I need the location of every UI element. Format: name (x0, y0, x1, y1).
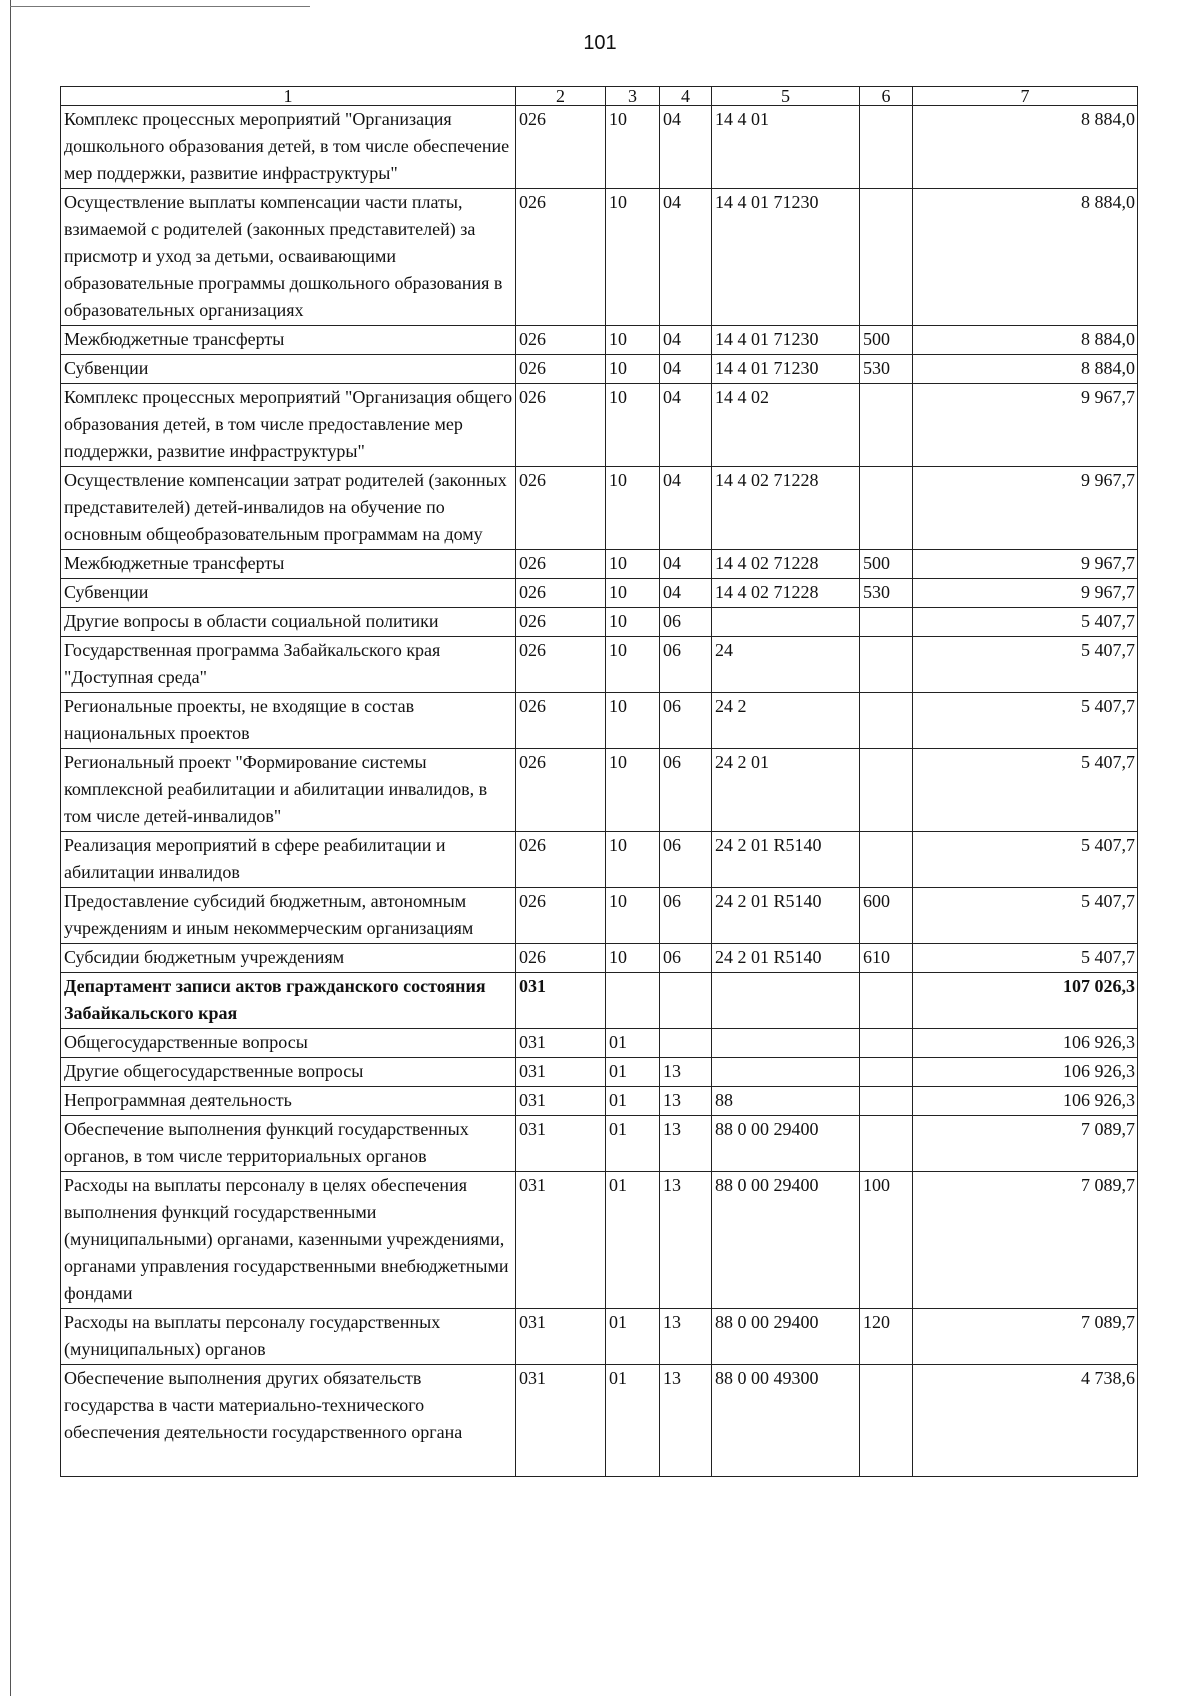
ministry-code-cell: 026 (516, 637, 606, 693)
subsection-cell: 06 (660, 944, 712, 973)
ministry-code-cell: 031 (516, 1116, 606, 1172)
budget-table (60, 86, 1138, 1477)
table-row (61, 1365, 1138, 1477)
subsection-cell: 13 (660, 1309, 712, 1365)
ministry-code-cell: 026 (516, 355, 606, 384)
amount-cell: 5 407,7 (913, 693, 1138, 749)
subsection-cell: 13 (660, 1172, 712, 1309)
ministry-code-cell: 026 (516, 944, 606, 973)
ministry-code-cell: 026 (516, 384, 606, 467)
table-row (61, 1116, 1138, 1172)
expense-type-cell (860, 608, 913, 637)
row-name-cell: Обеспечение выполнения функций государственных органов, в том числе территориальных органов (61, 1116, 516, 1172)
target-article-cell: 14 4 02 71228 (712, 550, 860, 579)
table-row (61, 693, 1138, 749)
section-cell: 10 (606, 189, 660, 326)
table-body (61, 87, 1138, 1477)
target-article-cell: 14 4 01 71230 (712, 326, 860, 355)
amount-cell: 5 407,7 (913, 888, 1138, 944)
ministry-code-cell: 026 (516, 467, 606, 550)
amount-cell: 107 026,3 (913, 973, 1138, 1029)
amount-cell: 106 926,3 (913, 1029, 1138, 1058)
target-article-cell: 14 4 02 71228 (712, 579, 860, 608)
target-article-cell: 24 2 01 (712, 749, 860, 832)
section-cell: 10 (606, 944, 660, 973)
table-row (61, 832, 1138, 888)
header-cell: 3 (606, 87, 660, 106)
section-cell: 10 (606, 749, 660, 832)
table-row (61, 326, 1138, 355)
row-name-cell: Расходы на выплаты персоналу в целях обеспечения выполнения функций государственными (муниципальными) органами, казенными учреждениями, органами управления государственными внебюджетными фондами (61, 1172, 516, 1309)
target-article-cell: 24 2 01 R5140 (712, 832, 860, 888)
section-cell (606, 973, 660, 1029)
amount-cell: 7 089,7 (913, 1116, 1138, 1172)
expense-type-cell (860, 973, 913, 1029)
table-row (61, 1058, 1138, 1087)
row-name-cell: Расходы на выплаты персоналу государственных (муниципальных) органов (61, 1309, 516, 1365)
expense-type-cell (860, 1116, 913, 1172)
header-cell: 7 (913, 87, 1138, 106)
row-name-cell: Субвенции (61, 355, 516, 384)
section-cell: 10 (606, 693, 660, 749)
target-article-cell: 88 (712, 1087, 860, 1116)
expense-type-cell (860, 637, 913, 693)
target-article-cell (712, 1029, 860, 1058)
ministry-code-cell: 031 (516, 1309, 606, 1365)
subsection-cell: 13 (660, 1087, 712, 1116)
page-edge-top (10, 6, 310, 7)
row-name-cell: Осуществление выплаты компенсации части платы, взимаемой с родителей (законных представителей) за присмотр и уход за детьми, осваивающими образовательные программы дошкольного образования в образовательных организациях (61, 189, 516, 326)
section-cell: 01 (606, 1365, 660, 1477)
row-name-cell: Субвенции (61, 579, 516, 608)
expense-type-cell (860, 1365, 913, 1477)
expense-type-cell (860, 1058, 913, 1087)
section-cell: 10 (606, 467, 660, 550)
ministry-code-cell: 031 (516, 1365, 606, 1477)
table-row (61, 1172, 1138, 1309)
section-cell: 01 (606, 1087, 660, 1116)
ministry-code-cell: 031 (516, 1029, 606, 1058)
table-row (61, 189, 1138, 326)
row-name-cell: Предоставление субсидий бюджетным, автономным учреждениям и иным некоммерческим организациям (61, 888, 516, 944)
section-cell: 10 (606, 832, 660, 888)
target-article-cell: 24 2 01 R5140 (712, 888, 860, 944)
expense-type-cell (860, 384, 913, 467)
section-cell: 10 (606, 637, 660, 693)
ministry-code-cell: 026 (516, 579, 606, 608)
target-article-cell: 88 0 00 29400 (712, 1172, 860, 1309)
table-row (61, 749, 1138, 832)
ministry-code-cell: 026 (516, 888, 606, 944)
section-cell: 01 (606, 1309, 660, 1365)
subsection-cell: 04 (660, 579, 712, 608)
subsection-cell: 06 (660, 608, 712, 637)
ministry-code-cell: 026 (516, 106, 606, 189)
amount-cell: 7 089,7 (913, 1172, 1138, 1309)
amount-cell: 7 089,7 (913, 1309, 1138, 1365)
table-row (61, 888, 1138, 944)
table-row (61, 1087, 1138, 1116)
table-row (61, 944, 1138, 973)
ministry-code-cell: 026 (516, 693, 606, 749)
section-cell: 01 (606, 1116, 660, 1172)
table-row (61, 579, 1138, 608)
amount-cell: 5 407,7 (913, 749, 1138, 832)
target-article-cell: 14 4 02 71228 (712, 467, 860, 550)
row-name-cell: Комплекс процессных мероприятий "Организация общего образования детей, в том числе предоставление мер поддержки, развитие инфраструктуры" (61, 384, 516, 467)
table-row (61, 384, 1138, 467)
section-cell: 10 (606, 106, 660, 189)
target-article-cell (712, 1058, 860, 1087)
subsection-cell: 13 (660, 1116, 712, 1172)
target-article-cell: 24 (712, 637, 860, 693)
target-article-cell: 14 4 01 71230 (712, 355, 860, 384)
ministry-code-cell: 031 (516, 1087, 606, 1116)
section-cell: 01 (606, 1029, 660, 1058)
amount-cell: 106 926,3 (913, 1087, 1138, 1116)
section-cell: 10 (606, 579, 660, 608)
header-cell: 1 (61, 87, 516, 106)
ministry-code-cell: 031 (516, 1058, 606, 1087)
table-row (61, 1309, 1138, 1365)
amount-cell: 4 738,6 (913, 1365, 1138, 1477)
amount-cell: 5 407,7 (913, 608, 1138, 637)
expense-type-cell (860, 106, 913, 189)
target-article-cell: 88 0 00 29400 (712, 1309, 860, 1365)
subsection-cell: 04 (660, 355, 712, 384)
section-cell: 01 (606, 1058, 660, 1087)
subsection-cell: 13 (660, 1365, 712, 1477)
row-name-cell: Региональный проект "Формирование системы комплексной реабилитации и абилитации инвалидов, в том числе детей-инвалидов" (61, 749, 516, 832)
target-article-cell: 14 4 01 (712, 106, 860, 189)
ministry-code-cell: 026 (516, 832, 606, 888)
table-row (61, 106, 1138, 189)
target-article-cell (712, 973, 860, 1029)
table-row (61, 467, 1138, 550)
ministry-code-cell: 026 (516, 749, 606, 832)
ministry-code-cell: 026 (516, 608, 606, 637)
amount-cell: 9 967,7 (913, 384, 1138, 467)
subsection-cell: 06 (660, 832, 712, 888)
subsection-cell: 04 (660, 326, 712, 355)
expense-type-cell (860, 693, 913, 749)
subsection-cell: 06 (660, 888, 712, 944)
table-row (61, 608, 1138, 637)
section-cell: 10 (606, 888, 660, 944)
subsection-cell: 06 (660, 693, 712, 749)
row-name-cell: Субсидии бюджетным учреждениям (61, 944, 516, 973)
expense-type-cell (860, 467, 913, 550)
ministry-code-cell: 026 (516, 189, 606, 326)
target-article-cell: 14 4 02 (712, 384, 860, 467)
row-name-cell: Межбюджетные трансферты (61, 550, 516, 579)
target-article-cell: 88 0 00 49300 (712, 1365, 860, 1477)
amount-cell: 9 967,7 (913, 579, 1138, 608)
expense-type-cell: 500 (860, 326, 913, 355)
amount-cell: 8 884,0 (913, 189, 1138, 326)
table-row (61, 637, 1138, 693)
subsection-cell: 04 (660, 189, 712, 326)
expense-type-cell (860, 189, 913, 326)
row-name-cell: Непрограммная деятельность (61, 1087, 516, 1116)
page-number: 101 (583, 32, 617, 54)
header-cell: 4 (660, 87, 712, 106)
expense-type-cell (860, 832, 913, 888)
header-cell: 2 (516, 87, 606, 106)
row-name-cell: Общегосударственные вопросы (61, 1029, 516, 1058)
subsection-cell (660, 973, 712, 1029)
header-cell: 6 (860, 87, 913, 106)
section-cell: 10 (606, 384, 660, 467)
row-name-cell: Реализация мероприятий в сфере реабилитации и абилитации инвалидов (61, 832, 516, 888)
section-cell: 10 (606, 608, 660, 637)
expense-type-cell (860, 1087, 913, 1116)
row-name-cell: Другие общегосударственные вопросы (61, 1058, 516, 1087)
table-row (61, 355, 1138, 384)
row-name-cell: Межбюджетные трансферты (61, 326, 516, 355)
expense-type-cell: 530 (860, 355, 913, 384)
amount-cell: 9 967,7 (913, 467, 1138, 550)
expense-type-cell: 610 (860, 944, 913, 973)
expense-type-cell: 600 (860, 888, 913, 944)
target-article-cell: 14 4 01 71230 (712, 189, 860, 326)
subsection-cell: 04 (660, 550, 712, 579)
amount-cell: 5 407,7 (913, 944, 1138, 973)
subsection-cell: 04 (660, 467, 712, 550)
section-cell: 10 (606, 550, 660, 579)
amount-cell: 8 884,0 (913, 355, 1138, 384)
ministry-code-cell: 031 (516, 1172, 606, 1309)
header-row (61, 87, 1138, 106)
amount-cell: 8 884,0 (913, 326, 1138, 355)
row-name-cell: Департамент записи актов гражданского состояния Забайкальского края (61, 973, 516, 1029)
row-name-cell: Комплекс процессных мероприятий "Организация дошкольного образования детей, в том числе обеспечение мер поддержки, развитие инфраструктуры" (61, 106, 516, 189)
amount-cell: 5 407,7 (913, 832, 1138, 888)
amount-cell: 8 884,0 (913, 106, 1138, 189)
expense-type-cell (860, 1029, 913, 1058)
expense-type-cell: 500 (860, 550, 913, 579)
subsection-cell: 13 (660, 1058, 712, 1087)
ministry-code-cell: 031 (516, 973, 606, 1029)
subsection-cell: 04 (660, 106, 712, 189)
row-name-cell: Другие вопросы в области социальной политики (61, 608, 516, 637)
expense-type-cell: 530 (860, 579, 913, 608)
section-cell: 10 (606, 355, 660, 384)
amount-cell: 5 407,7 (913, 637, 1138, 693)
page-edge-left (10, 0, 11, 1696)
row-name-cell: Региональные проекты, не входящие в состав национальных проектов (61, 693, 516, 749)
amount-cell: 106 926,3 (913, 1058, 1138, 1087)
target-article-cell: 24 2 (712, 693, 860, 749)
section-cell: 10 (606, 326, 660, 355)
expense-type-cell (860, 749, 913, 832)
section-cell: 01 (606, 1172, 660, 1309)
expense-type-cell: 120 (860, 1309, 913, 1365)
target-article-cell (712, 608, 860, 637)
subsection-cell (660, 1029, 712, 1058)
table-row (61, 550, 1138, 579)
expense-type-cell: 100 (860, 1172, 913, 1309)
header-cell: 5 (712, 87, 860, 106)
subsection-cell: 06 (660, 637, 712, 693)
ministry-code-cell: 026 (516, 326, 606, 355)
target-article-cell: 88 0 00 29400 (712, 1116, 860, 1172)
subsection-cell: 04 (660, 384, 712, 467)
subsection-cell: 06 (660, 749, 712, 832)
ministry-code-cell: 026 (516, 550, 606, 579)
row-name-cell: Осуществление компенсации затрат родителей (законных представителей) детей-инвалидов на обучение по основным общеобразовательным программам на дому (61, 467, 516, 550)
table-row (61, 973, 1138, 1029)
row-name-cell: Обеспечение выполнения других обязательств государства в части материально-технического обеспечения деятельности государственного органа (61, 1365, 516, 1477)
target-article-cell: 24 2 01 R5140 (712, 944, 860, 973)
row-name-cell: Государственная программа Забайкальского края "Доступная среда" (61, 637, 516, 693)
table-row (61, 1029, 1138, 1058)
amount-cell: 9 967,7 (913, 550, 1138, 579)
